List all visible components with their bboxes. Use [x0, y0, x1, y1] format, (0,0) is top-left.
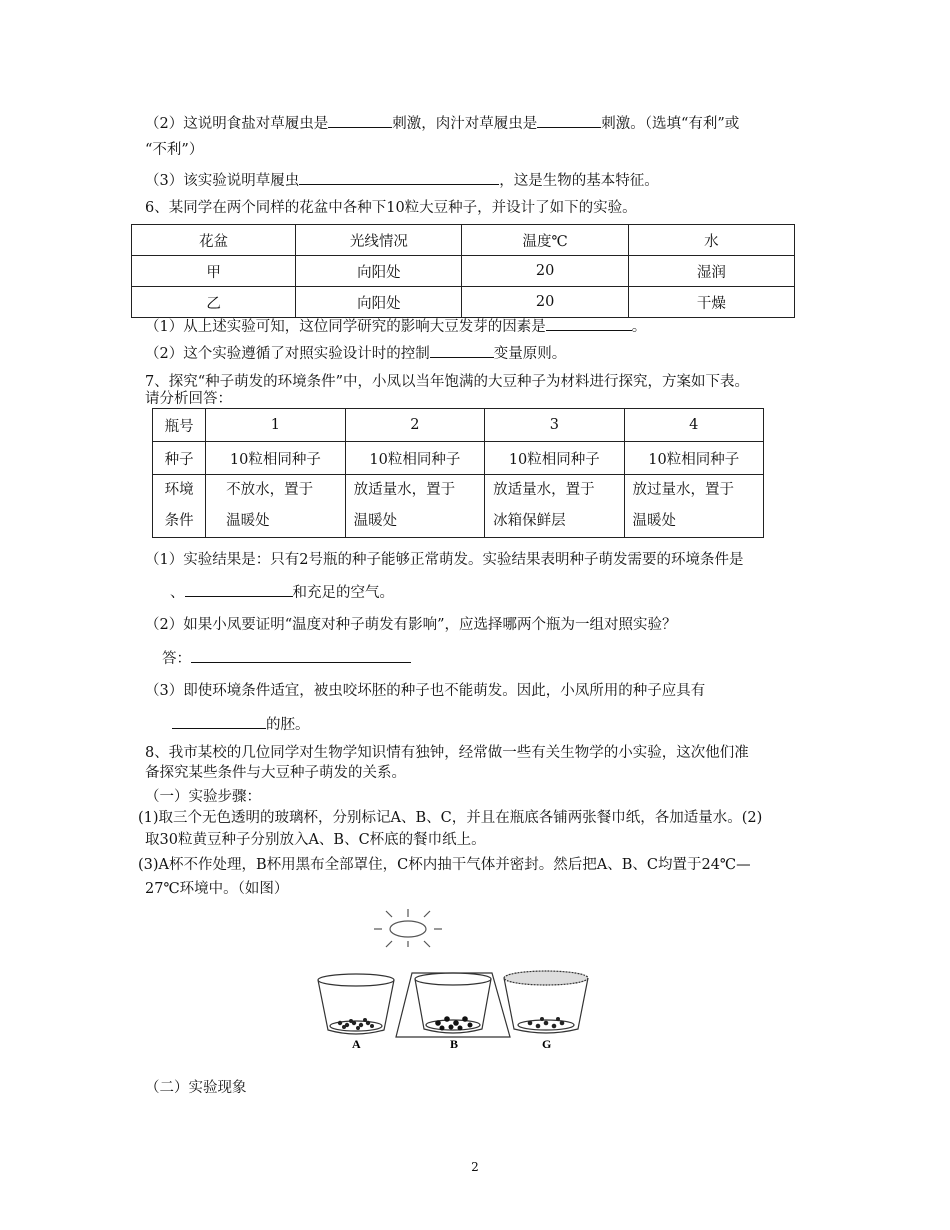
table-cell: 干燥	[628, 287, 794, 318]
q7-stem-2: 请分析回答：	[145, 391, 232, 407]
table-cell: 10粒相同种子	[345, 442, 484, 475]
q8-line-3: （一）实验步骤：	[145, 789, 261, 805]
table-cell: 环境 条件	[153, 475, 206, 538]
blank	[299, 170, 499, 185]
table-row	[132, 256, 795, 287]
q6-table	[131, 224, 795, 318]
seeds-c	[528, 1017, 565, 1028]
q8-line-4: (1)取三个无色透明的玻璃杯，分别标记A、B、C，并且在瓶底各铺两张餐巾纸，各加适量水。(2)	[138, 810, 763, 826]
table-cell: 放适量水，置于 温暖处	[345, 475, 484, 538]
table-cell: 10粒相同种子	[485, 442, 624, 475]
blank	[546, 316, 632, 331]
q7-sub-1-cont: 、 和充足的空气。	[170, 582, 394, 603]
q7-sub-3: （3）即使环境条件适宜，被虫咬坏胚的种子也不能萌发。因此，小凤所用的种子应具有	[145, 683, 706, 699]
table-row	[132, 225, 795, 256]
q7-sub-2: （2）如果小凤要证明“温度对种子萌发有影响”，应选择哪两个瓶为一组对照实验？	[145, 617, 677, 633]
table-cell: 瓶号	[153, 409, 206, 442]
table-cell: 水	[628, 225, 794, 256]
q6-sub-1: （1）从上述实验可知，这位同学研究的影响大豆发芽的因素是 。	[145, 316, 646, 337]
table-cell: 4	[624, 409, 763, 442]
q8-line-5: 取30粒黄豆种子分别放入A、B、C杯底的餐巾纸上。	[145, 832, 486, 848]
q7-table	[152, 408, 764, 538]
table-cell: 3	[485, 409, 624, 442]
table-cell: 2	[345, 409, 484, 442]
table-cell: 种子	[153, 442, 206, 475]
blank	[172, 714, 266, 729]
seeds-a	[338, 1018, 374, 1030]
cup-label-a: A	[352, 1037, 361, 1051]
table-cell: 放过量水，置于 温暖处	[624, 475, 763, 538]
blank	[328, 113, 392, 128]
blank	[191, 648, 411, 663]
table-row	[153, 475, 764, 538]
table-cell: 甲	[132, 256, 296, 287]
table-cell: 温度℃	[462, 225, 628, 256]
cup-a	[318, 974, 394, 1034]
table-cell: 不放水，置于 温暖处	[206, 475, 345, 538]
table-cell: 湿润	[628, 256, 794, 287]
cup-label-c: G	[542, 1037, 552, 1051]
blank	[537, 113, 601, 128]
table-cell: 1	[206, 409, 345, 442]
q6-sub-2: （2）这个实验遵循了对照实验设计时的控制 变量原则。	[145, 343, 566, 364]
q8-line-7: 27℃环境中。（如图）	[145, 881, 289, 897]
table-cell: 光线情况	[296, 225, 462, 256]
cup-label-b: B	[450, 1037, 459, 1051]
table-cell: 10粒相同种子	[206, 442, 345, 475]
table-cell: 乙	[132, 287, 296, 318]
table-row	[153, 442, 764, 475]
experiment-figure	[300, 905, 610, 1055]
q8-line-2: 备探究某些条件与大豆种子萌发的关系。	[145, 765, 406, 781]
q5-line-3: （3）该实验说明草履虫 ，这是生物的基本特征。	[145, 170, 659, 191]
table-cell: 20	[462, 287, 628, 318]
q8-line-1: 8、我市某校的几位同学对生物学知识情有独钟，经常做一些有关生物学的小实验，这次他们准	[145, 745, 749, 761]
page-number: 2	[471, 1160, 479, 1174]
q7-stem: 7、探究“种子萌发的环境条件”中，小凤以当年饱满的大豆种子为材料进行探究，方案如下表。	[145, 374, 750, 390]
q5-line-2: （2）这说明食盐对草履虫是 刺激，肉汁对草履虫是 刺激。（选填“有利”或	[145, 113, 739, 134]
q6-stem: 6、某同学在两个同样的花盆中各种下10粒大豆种子，并设计了如下的实验。	[145, 200, 637, 216]
q5-line-2-cont: “不利”）	[145, 142, 204, 158]
table-cell: 放适量水，置于 冰箱保鲜层	[485, 475, 624, 538]
table-row	[132, 287, 795, 318]
q8-line-6: (3)A杯不作处理，B杯用黑布全部罩住，C杯内抽干气体并密封。然后把A、B、C均置于24℃—	[138, 857, 751, 873]
sun-icon	[374, 909, 442, 947]
table-cell: 20	[462, 256, 628, 287]
table-cell: 花盆	[132, 225, 296, 256]
q8-line-8: （二）实验现象	[145, 1080, 247, 1096]
q7-sub-2-answer: 答：	[162, 648, 411, 669]
blank	[430, 343, 494, 358]
table-cell: 向阳处	[296, 256, 462, 287]
q7-sub-1: （1）实验结果是：只有2号瓶的种子能够正常萌发。实验结果表明种子萌发需要的环境条件是	[145, 552, 744, 568]
table-row	[153, 409, 764, 442]
q7-sub-3-cont: 的胚。	[172, 714, 310, 735]
seeds-b	[435, 1016, 472, 1030]
blank	[185, 582, 293, 597]
table-cell: 向阳处	[296, 287, 462, 318]
table-cell: 10粒相同种子	[624, 442, 763, 475]
